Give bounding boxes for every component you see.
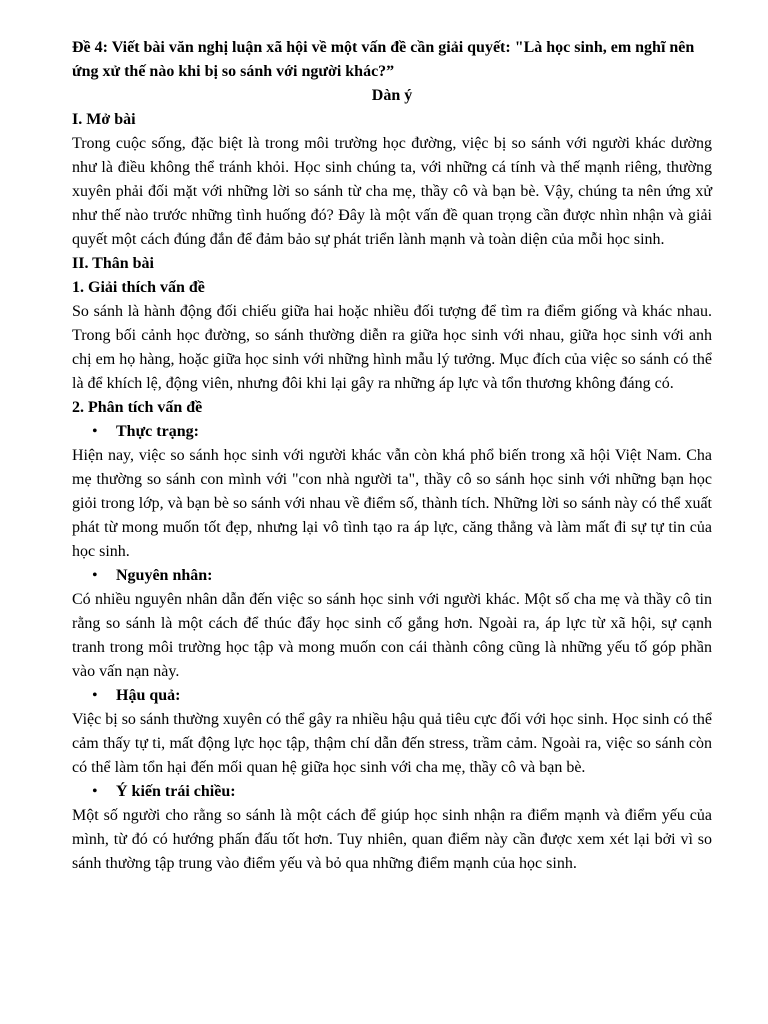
bullet-item-counter-opinion bbox=[72, 780, 712, 804]
intro-heading: I. Mở bài bbox=[72, 111, 136, 128]
outline-heading: Dàn ý bbox=[371, 87, 413, 104]
bullet-icon: • bbox=[92, 423, 98, 440]
bullet-icon: • bbox=[92, 783, 98, 800]
analysis-heading: 2. Phân tích vấn đề bbox=[72, 399, 203, 416]
bullet-icon: • bbox=[92, 687, 98, 704]
intro-paragraph: Trong cuộc sống, đặc biệt là trong môi trường học đường, việc bị so sánh với người khác dường như là điều không thể tránh khỏi. Học sinh chúng ta, với những cá tính và thế mạnh riêng, thường xuyên phải đối mặt với những lời so sánh từ cha mẹ, thầy cô và bạn bè. Vậy, chúng ta nên ứng xử như thế nào trước những tình huống đó? Đây là một vấn đề quan trọng cần được nhìn nhận và giải quyết một cách đúng đắn để đảm bảo sự phát triển lành mạnh và toàn diện của mỗi học sinh. bbox=[72, 135, 712, 248]
bullet-label: Hậu quả: bbox=[116, 687, 181, 704]
counter-opinion-paragraph: Một số người cho rằng so sánh là một cách để giúp học sinh nhận ra điểm mạnh và điểm yếu của mình, từ đó có hướng phấn đấu tốt hơn. Tuy nhiên, quan điểm này cần được xem xét lại bởi vì so sánh thường tập trung vào điểm yếu và bỏ qua những điểm mạnh của học sinh. bbox=[72, 807, 712, 872]
explain-paragraph: So sánh là hành động đối chiếu giữa hai hoặc nhiều đối tượng để tìm ra điểm giống và khác nhau. Trong bối cảnh học đường, so sánh thường diễn ra giữa học sinh với nhau, giữa học sinh với anh chị em họ hàng, hoặc giữa học sinh với những hình mẫu lý tưởng. Mục đích của việc so sánh có thể là để khích lệ, động viên, nhưng đôi khi lại gây ra những áp lực và tổn thương không đáng có. bbox=[72, 303, 712, 392]
consequence-paragraph: Việc bị so sánh thường xuyên có thể gây ra nhiều hậu quả tiêu cực đối với học sinh. Học sinh có thể cảm thấy tự ti, mất động lực học tập, thậm chí dẫn đến stress, trầm cảm. Ngoài ra, việc so sánh còn có thể làm tổn hại đến mối quan hệ giữa học sinh với cha mẹ, thầy cô và bạn bè. bbox=[72, 711, 712, 776]
document-page bbox=[72, 36, 712, 876]
bullet-label: Nguyên nhân: bbox=[116, 567, 213, 584]
explain-heading: 1. Giải thích vấn đề bbox=[72, 279, 205, 296]
bullet-item-consequence bbox=[72, 684, 712, 708]
bullet-label: Thực trạng: bbox=[116, 423, 199, 440]
essay-title: Đề 4: Viết bài văn nghị luận xã hội về một vấn đề cần giải quyết: "Là học sinh, em nghĩ nên ứng xử thế nào khi bị so sánh với người khác?” bbox=[72, 39, 695, 80]
bullet-icon: • bbox=[92, 567, 98, 584]
cause-paragraph: Có nhiều nguyên nhân dẫn đến việc so sánh học sinh với người khác. Một số cha mẹ và thầy cô tin rằng so sánh là một cách để thúc đẩy học sinh cố gắng hơn. Ngoài ra, áp lực từ xã hội, sự cạnh tranh trong môi trường học tập và mong muốn con cái thành công cũng là những yếu tố góp phần vào vấn nạn này. bbox=[72, 591, 712, 680]
bullet-item-status bbox=[72, 420, 712, 444]
bullet-item-cause bbox=[72, 564, 712, 588]
status-paragraph: Hiện nay, việc so sánh học sinh với người khác vẫn còn khá phổ biến trong xã hội Việt Nam. Cha mẹ thường so sánh con mình với "con nhà người ta", thầy cô so sánh học sinh với những bạn học giỏi trong lớp, và bạn bè so sánh với nhau về điểm số, thành tích. Những lời so sánh này có thể xuất phát từ mong muốn tốt đẹp, nhưng lại vô tình tạo ra áp lực, căng thẳng và làm mất đi sự tự tin của học sinh. bbox=[72, 447, 712, 560]
bullet-label: Ý kiến trái chiều: bbox=[116, 783, 236, 800]
body-heading: II. Thân bài bbox=[72, 255, 154, 272]
